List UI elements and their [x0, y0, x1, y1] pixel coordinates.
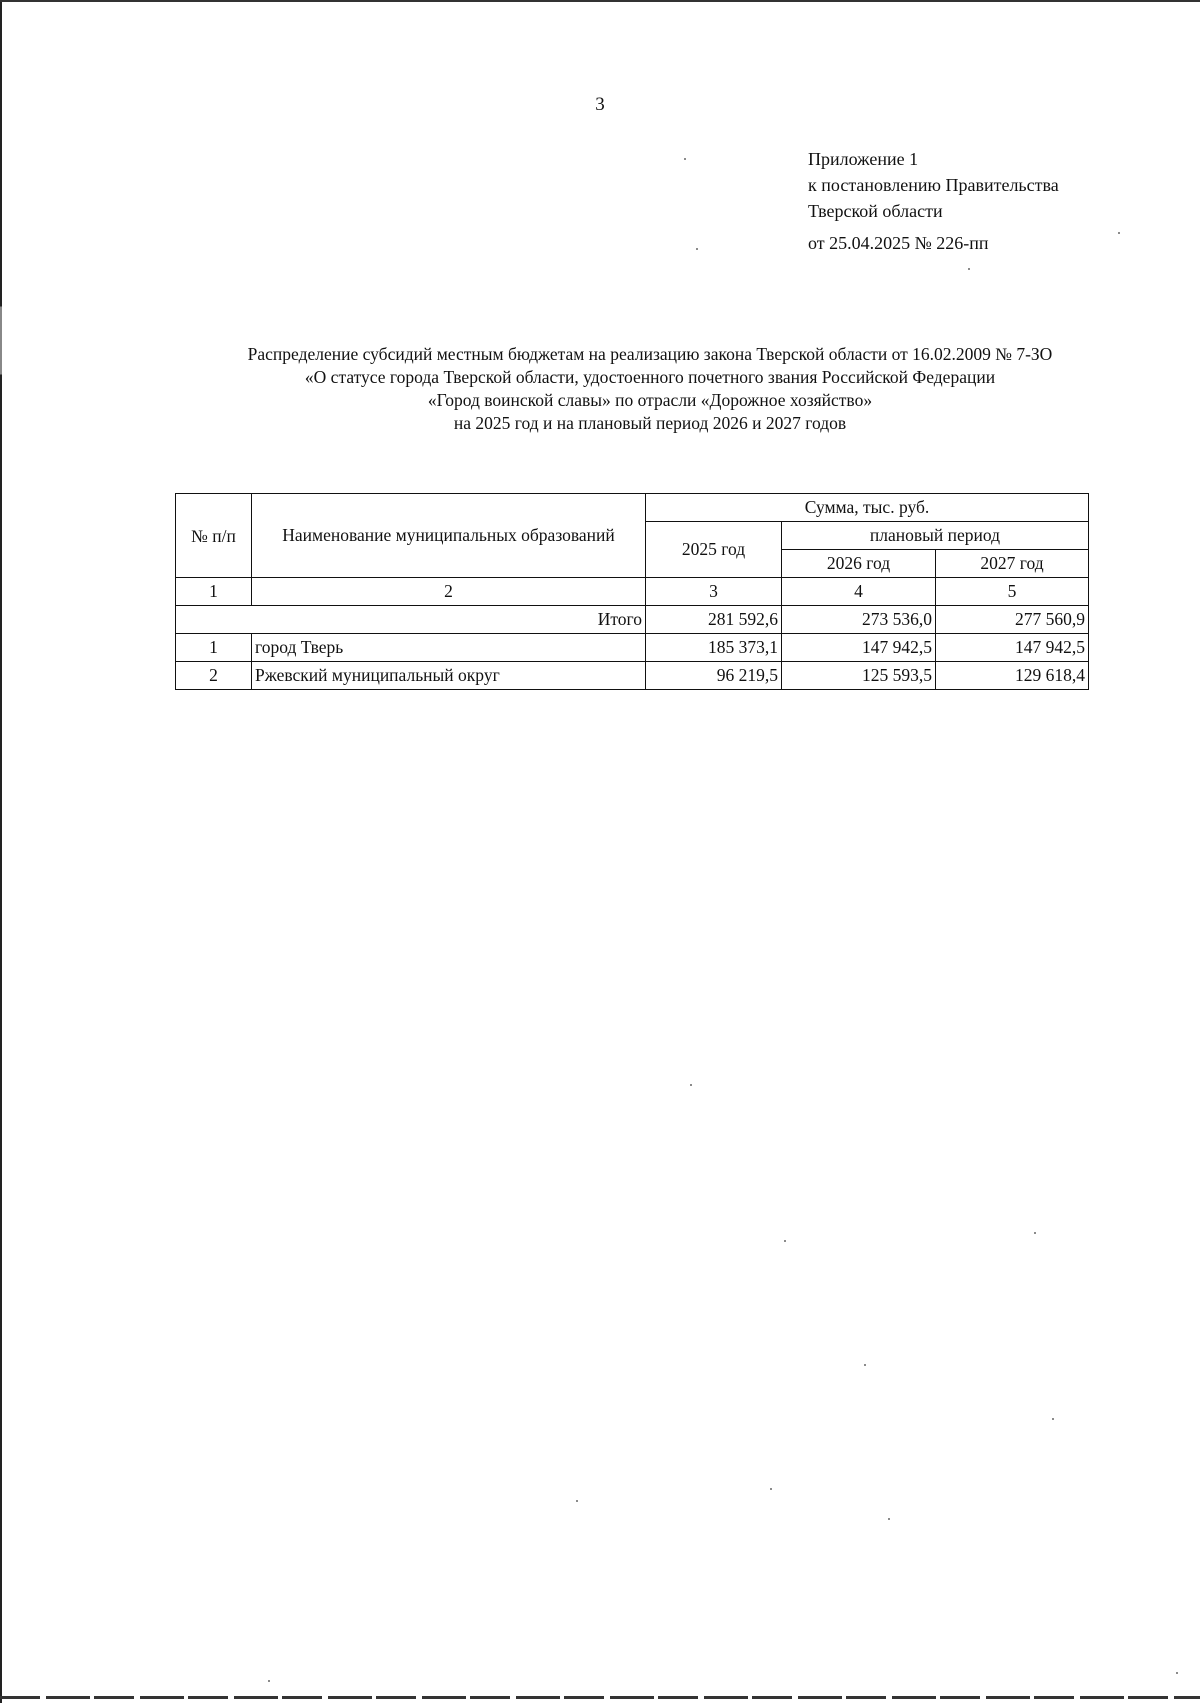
header-year-2027: 2027 год	[936, 550, 1089, 578]
scan-speck	[268, 1680, 270, 1682]
row-num: 2	[176, 662, 252, 690]
title-line-3: «Город воинской славы» по отрасли «Дорожное хозяйство»	[427, 390, 873, 410]
scan-speck	[576, 1500, 578, 1502]
total-2026: 273 536,0	[782, 606, 936, 634]
title-line-4: на 2025 год и на плановый период 2026 и 2027 годов	[453, 413, 847, 433]
row-name: Ржевский муниципальный округ	[252, 662, 646, 690]
scan-speck	[770, 1488, 772, 1490]
column-number: 5	[936, 578, 1089, 606]
scan-speck	[1052, 1418, 1054, 1420]
annex-line-4: от 25.04.2025 № 226-пп	[808, 233, 989, 253]
document-title	[120, 343, 1180, 435]
scan-speck	[1118, 232, 1120, 234]
annex-line-1: Приложение 1	[808, 149, 919, 169]
scan-speck	[1034, 1232, 1036, 1234]
table-row	[176, 662, 1089, 690]
scan-speck	[1176, 1672, 1178, 1674]
scan-speck	[888, 1518, 890, 1520]
total-2025: 281 592,6	[646, 606, 782, 634]
annex-line-2: к постановлению Правительства	[808, 175, 1059, 195]
row-value-2027: 147 942,5	[936, 634, 1089, 662]
total-row	[176, 606, 1089, 634]
column-number: 2	[252, 578, 646, 606]
row-value-2026: 147 942,5	[782, 634, 936, 662]
scan-speck	[864, 1364, 866, 1366]
total-label: Итого	[176, 606, 646, 634]
row-value-2025: 185 373,1	[646, 634, 782, 662]
scan-speck	[684, 158, 686, 160]
header-year-2025: 2025 год	[646, 522, 782, 578]
title-line-2: «О статусе города Тверской области, удостоенного почетного звания Российской Федерации	[304, 367, 996, 387]
subsidy-table	[175, 493, 1089, 690]
header-name: Наименование муниципальных образований	[252, 494, 646, 578]
column-number: 4	[782, 578, 936, 606]
table-row	[176, 634, 1089, 662]
column-number: 3	[646, 578, 782, 606]
row-value-2025: 96 219,5	[646, 662, 782, 690]
row-name: город Тверь	[252, 634, 646, 662]
title-line-1: Распределение субсидий местным бюджетам на реализацию закона Тверской области от 16.02.2009 № 7-ЗО	[247, 344, 1053, 364]
column-number-row	[176, 578, 1089, 606]
scan-speck	[696, 248, 698, 250]
annex-line-3: Тверской области	[808, 201, 943, 221]
scan-edge-left	[0, 0, 2, 1703]
scan-speck	[784, 1240, 786, 1242]
scan-speck	[968, 268, 970, 270]
row-value-2026: 125 593,5	[782, 662, 936, 690]
row-value-2027: 129 618,4	[936, 662, 1089, 690]
scan-edge-bottom	[0, 1696, 1200, 1699]
column-number: 1	[176, 578, 252, 606]
header-num: № п/п	[176, 494, 252, 578]
scan-edge-top	[0, 0, 1200, 2]
page-number: 3	[595, 94, 605, 115]
header-sum: Сумма, тыс. руб.	[646, 494, 1089, 522]
annex-block	[808, 146, 1059, 256]
header-planned-period: плановый период	[782, 522, 1089, 550]
header-year-2026: 2026 год	[782, 550, 936, 578]
scan-speck	[690, 1084, 692, 1086]
row-num: 1	[176, 634, 252, 662]
total-2027: 277 560,9	[936, 606, 1089, 634]
